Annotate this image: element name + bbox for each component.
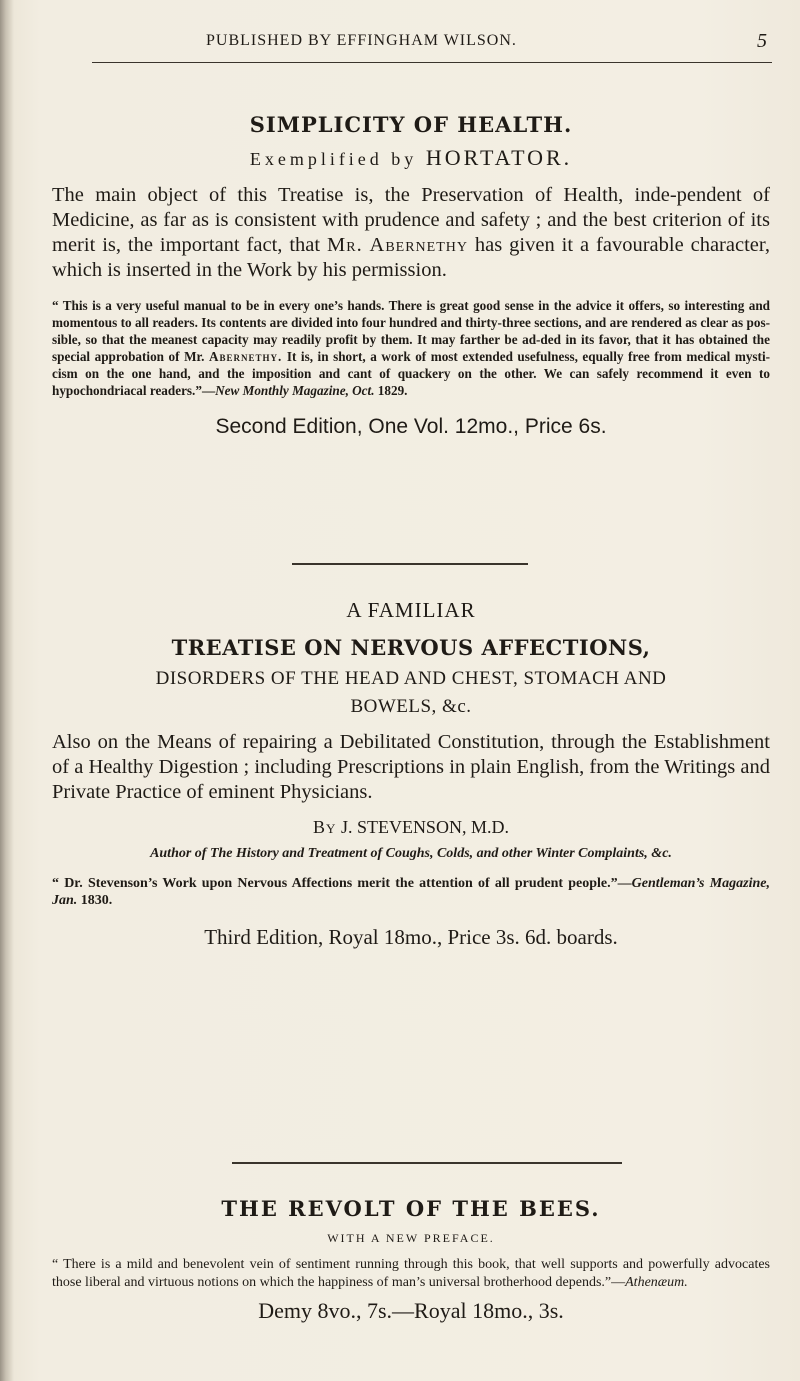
ad1-subtitle-prefix: Exemplified by — [249, 149, 418, 169]
ad2-line4: BOWELS, &c. — [350, 696, 472, 717]
running-head-title: PUBLISHED BY EFFINGHAM WILSON. — [206, 32, 517, 49]
page-number: 5 — [757, 30, 768, 52]
ad3-title: THE REVOLT OF THE BEES. — [221, 1196, 601, 1221]
ad1-quote-source: New Monthly Magazine, Oct. — [215, 383, 375, 398]
ad1-body-part2: has given it a favourable character, which is inserted in the Work by his permission. — [52, 234, 770, 281]
ad3-review-quote — [52, 1256, 770, 1292]
ad2-line3: DISORDERS OF THE HEAD AND CHEST, STOMACH AND — [155, 668, 667, 689]
ad2-body: Also on the Means of repairing a Debilitated Constitution, through the Establishment of a Healthy Digestion ; including Prescriptions in plain English, from the Writings and Private Practice of eminent Physicians. — [52, 731, 770, 803]
ad1-body — [52, 183, 770, 283]
ad2-line1: A FAMILIAR — [346, 598, 476, 622]
ad1-price: Second Edition, One Vol. 12mo., Price 6s. — [215, 415, 607, 438]
divider-rule-2 — [232, 1162, 622, 1164]
ad1-quote-part1: “ This is a very useful manual to be in every one’s hands. There is great good sense in the advice it offers, so interesting and momentous to all readers. Its contents are divided into four hundred and thirty-three sections, and are rendered as clear as pos-sible, so that the meanest capacity may readily profit by them. It may farther be ad-ded in its favor, that it has obtained the special approbation of Mr. — [52, 298, 770, 364]
ad2-quote-year: 1830. — [77, 893, 113, 908]
ad-simplicity-of-health — [52, 112, 770, 439]
ad2-byline — [52, 817, 770, 838]
ad3-price: Demy 8vo., 7s.—Royal 18mo., 3s. — [258, 1298, 564, 1323]
ad2-byline-name: J. STEVENSON, M.D. — [340, 817, 509, 837]
ad1-review-quote — [52, 297, 770, 399]
binding-shadow — [0, 0, 14, 1381]
ad3-quote-source: Athenæum. — [625, 1275, 688, 1290]
ad2-quote-text: “ Dr. Stevenson’s Work upon Nervous Affections merit the attention of all prudent people.”— — [52, 876, 632, 891]
ad2-price: Third Edition, Royal 18mo., Price 3s. 6d. boards. — [204, 925, 618, 949]
ad1-title: SIMPLICITY OF HEALTH. — [249, 112, 573, 137]
header-rule — [92, 62, 772, 63]
ad3-subtitle: WITH A NEW PREFACE. — [327, 1231, 495, 1245]
divider-rule-1 — [292, 563, 528, 565]
ad-revolt-of-the-bees — [52, 1196, 770, 1324]
ad1-quote-year: 1829. — [374, 383, 408, 398]
ad2-author-note: Author of The History and Treatment of Coughs, Colds, and other Winter Complaints, &c. — [150, 846, 672, 861]
ad1-body-part1: The main object of this Treatise is, the Preservation of Health, inde-pendent of Medicine, as far as is consistent with prudence and safety ; and the best criterion of its merit is, the important fact, that — [52, 184, 770, 256]
ad2-byline-prefix: By — [313, 817, 337, 837]
ad1-subtitle-name: HORTATOR. — [425, 145, 573, 170]
running-head — [110, 32, 768, 58]
ad1-subtitle — [52, 145, 770, 171]
ad2-quote-source: Gentleman’s Magazine, Jan. — [52, 876, 770, 908]
ad1-quote-part2: It is, in short, a work of most extended usefulness, equally free from medical mysti-cism on the one hand, and the imposition and cant of quackery on the other. We can safely recommend it even to hypochondriacal readers.”— — [52, 349, 770, 398]
ad3-quote-text: “ There is a mild and benevolent vein of sentiment running through this book, that well supports and powerfully advocates those liberal and virtuous notions on which the happiness of man’s universal brotherhood depends.”— — [52, 1257, 770, 1290]
ad2-review-quote — [52, 875, 770, 909]
ad2-line2: TREATISE ON NERVOUS AFFECTIONS, — [171, 635, 651, 660]
ad1-body-name: Mr. Abernethy — [327, 234, 468, 256]
ad-nervous-affections — [52, 598, 770, 950]
ad1-quote-name: Abernethy. — [209, 349, 283, 364]
